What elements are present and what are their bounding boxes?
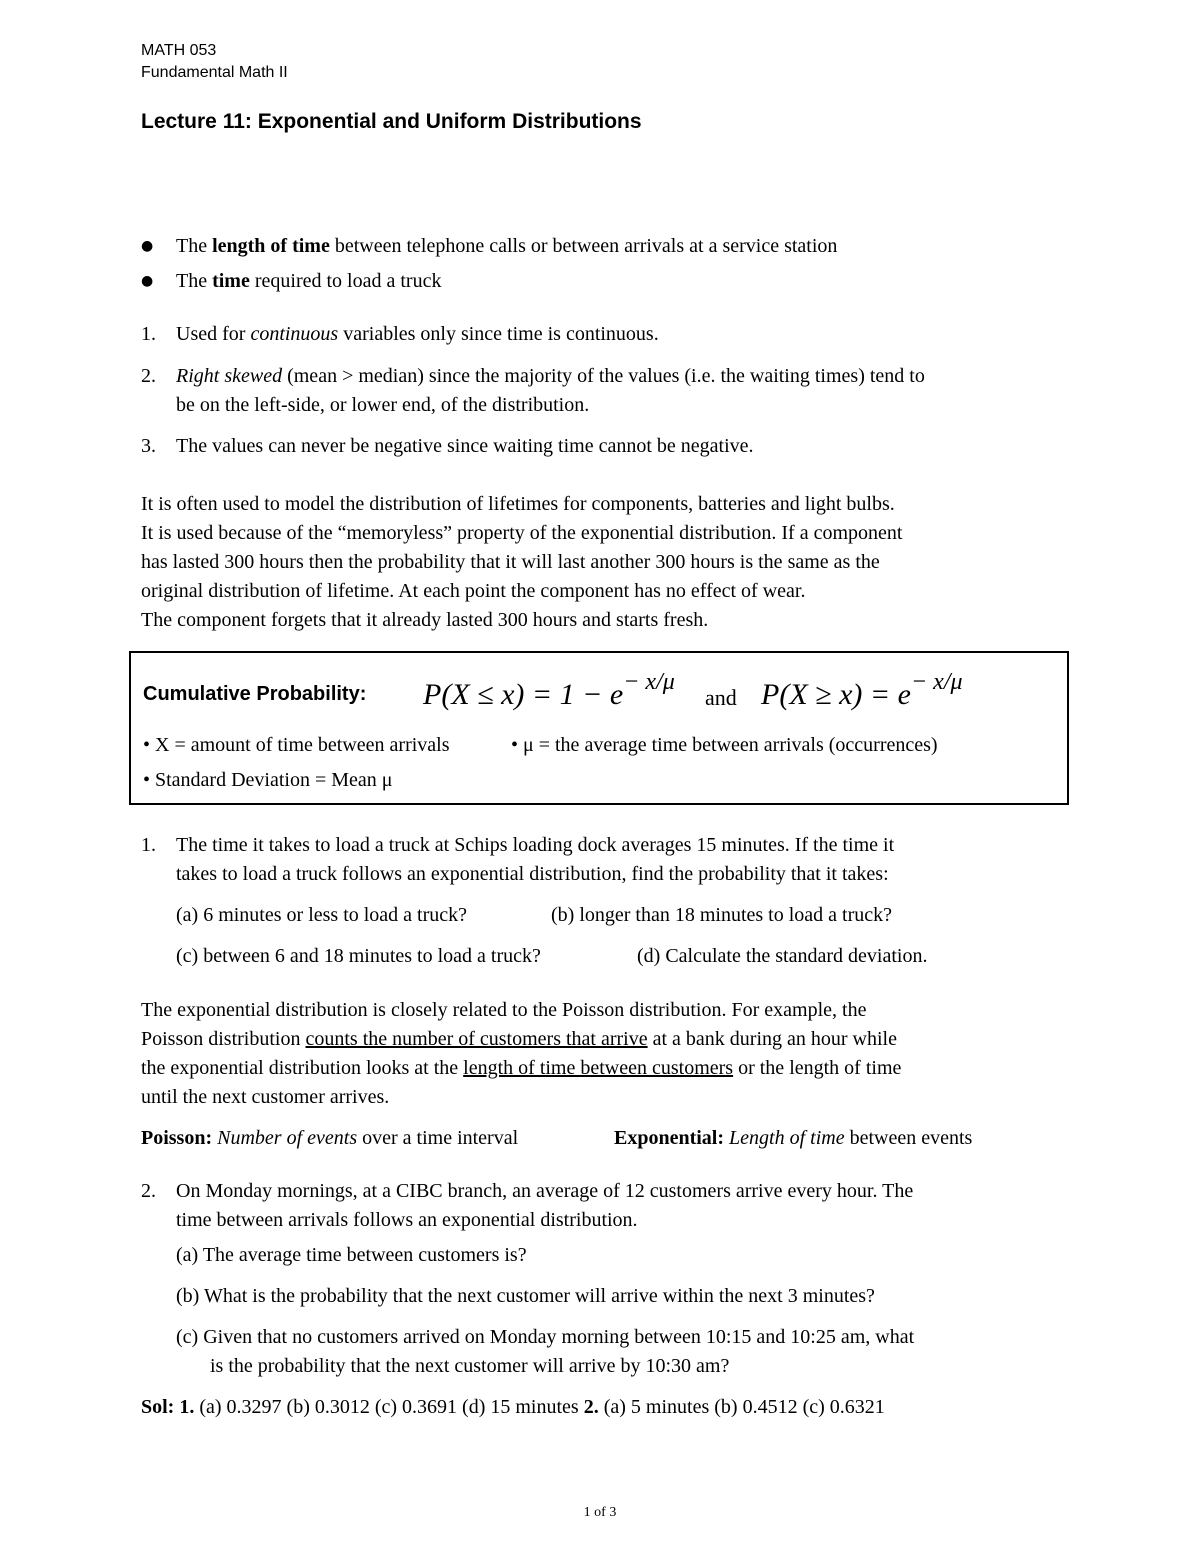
document-page: MATH 053 Fundamental Math II Lecture 11: Exponential and Uniform Distributions ● The length of time between telephone calls or between arrivals at a service station ● The time required to load a truck 1. Used for continuous variables only since time is continuous. 2. Right skewed (mean > median) since the majority of the values (i.e. the waiting times) tend to be on the left-side, or lower end, of the distribution. 3. The values can never be negative since waiting time cannot be negative. It is often used to model the distribution of lifetimes for components, batteries and light bulbs. It is used because of the “memoryless” property of the exponential distribution. If a component has lasted 300 hours then the probability that it will last another 300 hours is the same as the original distribution of lifetime. At each point the component has no effect of wear. The component forgets that it already lasted 300 hours and starts fresh. Cumulative Probability: $P(X \le x) = 1 - e^{- x/\mu}$ and $P(X \ge x) = e^{- x/\mu}$ • X = amount of time between arrivals • μ = the average time between arrivals (occurrences) • Standard Deviation = Mean μ 1. The time it takes to load a truck at Schips loading dock averages 15 minutes. If the time it takes to load a truck follows an exponential distribution, find the probability that it takes: (a) 6 minutes or less to load a truck? (b) longer than 18 minutes to load a truck? (c) between 6 and 18 minutes to load a truck? (d) Calculate the standard deviation. The exponential distribution is closely related to the Poisson distribution. For example, the Poisson distribution counts the number of customers that arrive at a bank during an hour while the exponential distribution looks at the length of time between customers or the length of time until the next customer arrives. Poisson: Number of events over a time interval Exponential: Length of time between events 2. On Monday mornings, at a CIBC branch, an average of 12 customers arrive every hour. The time between arrivals follows an exponential distribution. (a) The average time between customers is? (b) What is the probability that the next customer will arrive within the next 3 minutes? (c) Given that no customers arrived on Monday morning between 10:15 and 10:25 am, what is the probability that the next customer will arrive by 10:30 am? Sol: 1. (a) 0.3297 (b) 0.3012 (c) 0.3691 (d) 15 minutes 2. (a) 5 minutes (b) 0.4512 (c) 0.6321 1 of 3 — [0, 0, 1200, 1553]
definition-std-dev: • Standard Deviation = Mean μ — [143, 769, 393, 791]
question-part: (a) 6 minutes or less to load a truck? — [176, 904, 468, 926]
course-subtitle: Fundamental Math II — [141, 64, 288, 81]
definition-mu: • μ = the average time between arrivals (occurrences) — [511, 734, 938, 756]
question-part: (c) between 6 and 18 minutes to load a truck? — [176, 945, 541, 967]
cumulative-probability-box — [129, 651, 1069, 805]
page-number: 1 of 3 — [583, 1505, 617, 1520]
list-number: 3. — [141, 435, 156, 457]
formula-less-equal: $P(X \le x) = 1 - e^{- x/\mu}$ — [423, 669, 675, 711]
question-part: (d) Calculate the standard deviation. — [637, 945, 928, 967]
poisson-vs-exponential: Poisson: Number of events over a time interval — [141, 1127, 519, 1149]
definition-x: • X = amount of time between arrivals — [143, 734, 450, 756]
list-item: Used for continuous variables only since time is continuous. — [176, 323, 659, 345]
exponential-definition: Exponential: Length of time between events — [614, 1127, 973, 1149]
formula-greater-equal: $P(X \ge x) = e^{- x/\mu}$ — [761, 669, 963, 711]
list-item-continuation: be on the left-side, or lower end, of the distribution. — [176, 394, 590, 416]
bullet-icon: ● — [141, 238, 154, 254]
question-part: (b) longer than 18 minutes to load a truck? — [551, 904, 893, 926]
list-number: 1. — [141, 323, 156, 345]
box-label: Cumulative Probability: — [143, 683, 367, 705]
question-part: (c) Given that no customers arrived on Monday morning between 10:15 and 10:25 am, what — [176, 1326, 915, 1348]
list-item: Right skewed (mean > median) since the majority of the values (i.e. the waiting times) tend to — [176, 365, 925, 387]
bullet-icon: ● — [141, 273, 154, 289]
page-title: Lecture 11: Exponential and Uniform Distributions — [141, 110, 642, 133]
question-part: (b) What is the probability that the next customer will arrive within the next 3 minutes? — [176, 1285, 875, 1307]
and-word: and — [705, 685, 737, 710]
list-item: The values can never be negative since waiting time cannot be negative. — [176, 435, 754, 457]
course-code: MATH 053 — [141, 42, 217, 59]
list-number: 2. — [141, 365, 156, 387]
solutions-line: Sol: 1. (a) 0.3297 (b) 0.3012 (c) 0.3691 (d) 15 minutes 2. (a) 5 minutes (b) 0.4512 (c) 0.6321 — [141, 1396, 885, 1418]
question-part-continuation: is the probability that the next customer will arrive by 10:30 am? — [210, 1355, 730, 1377]
question-part: (a) The average time between customers is? — [176, 1244, 527, 1266]
